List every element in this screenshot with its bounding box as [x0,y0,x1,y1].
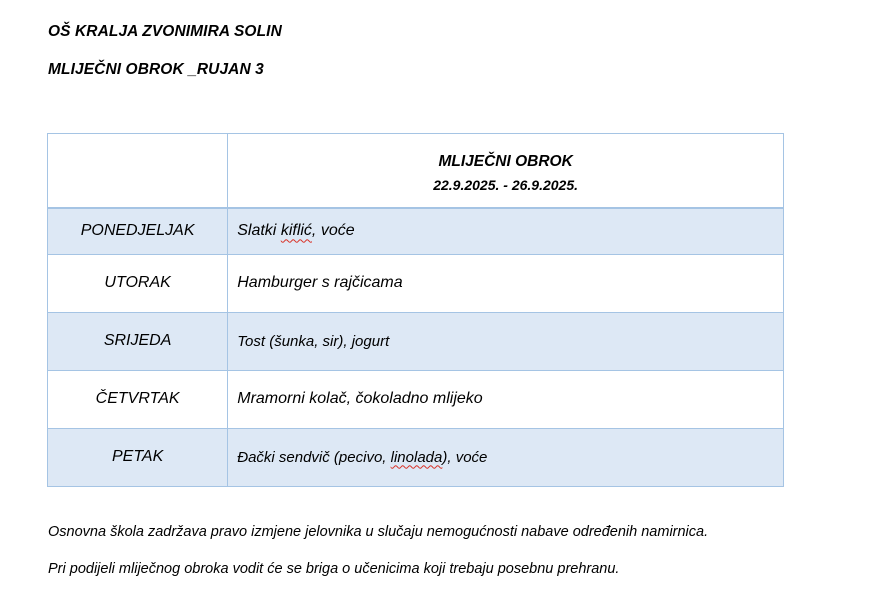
meal-header-title: MLIJEČNI OBROK [438,152,573,170]
day-column-header [48,134,228,209]
spellcheck-flagged-word[interactable]: kiflić [280,222,312,240]
day-cell: PETAK [48,428,228,486]
table-header-row [48,134,784,209]
meal-text: , voće [311,222,355,240]
day-cell: ČETVRTAK [48,370,228,428]
meal-text: ), voće [442,448,488,466]
note-special-diet: Pri podijeli mliječnog obroka vodit će se briga o učenicima koji trebaju posebnu prehranu. [48,561,620,577]
day-cell: SRIJEDA [48,312,228,370]
table-row-thursday [48,370,784,428]
school-name: OŠ KRALJA ZVONIMIRA SOLIN [48,23,282,40]
day-cell: PONEDJELJAK [48,208,228,254]
meal-text: Đački sendvič (pecivo, [237,448,391,466]
meal-column-header [228,134,784,209]
meal-text: Slatki [237,222,281,240]
note-menu-changes: Osnovna škola zadržava pravo izmjene jelovnika u slučaju nemogućnosti nabave određenih namirnica. [48,524,709,540]
table-row-monday [48,208,784,254]
table-row-tuesday [48,254,784,312]
spellcheck-flagged-word[interactable]: linolada [390,448,443,466]
menu-table [47,133,784,487]
meal-header-dates: 22.9.2025. - 26.9.2025. [433,176,579,193]
meal-cell [228,208,784,254]
document-subtitle: MLIJEČNI OBROK _RUJAN 3 [48,61,264,78]
table-row-friday [48,428,784,486]
meal-cell [228,428,784,486]
meal-cell: Hamburger s rajčicama [228,254,784,312]
meal-cell: Tost (šunka, sir), jogurt [228,312,784,370]
meal-cell: Mramorni kolač, čokoladno mlijeko [228,370,784,428]
day-cell: UTORAK [48,254,228,312]
table-row-wednesday [48,312,784,370]
